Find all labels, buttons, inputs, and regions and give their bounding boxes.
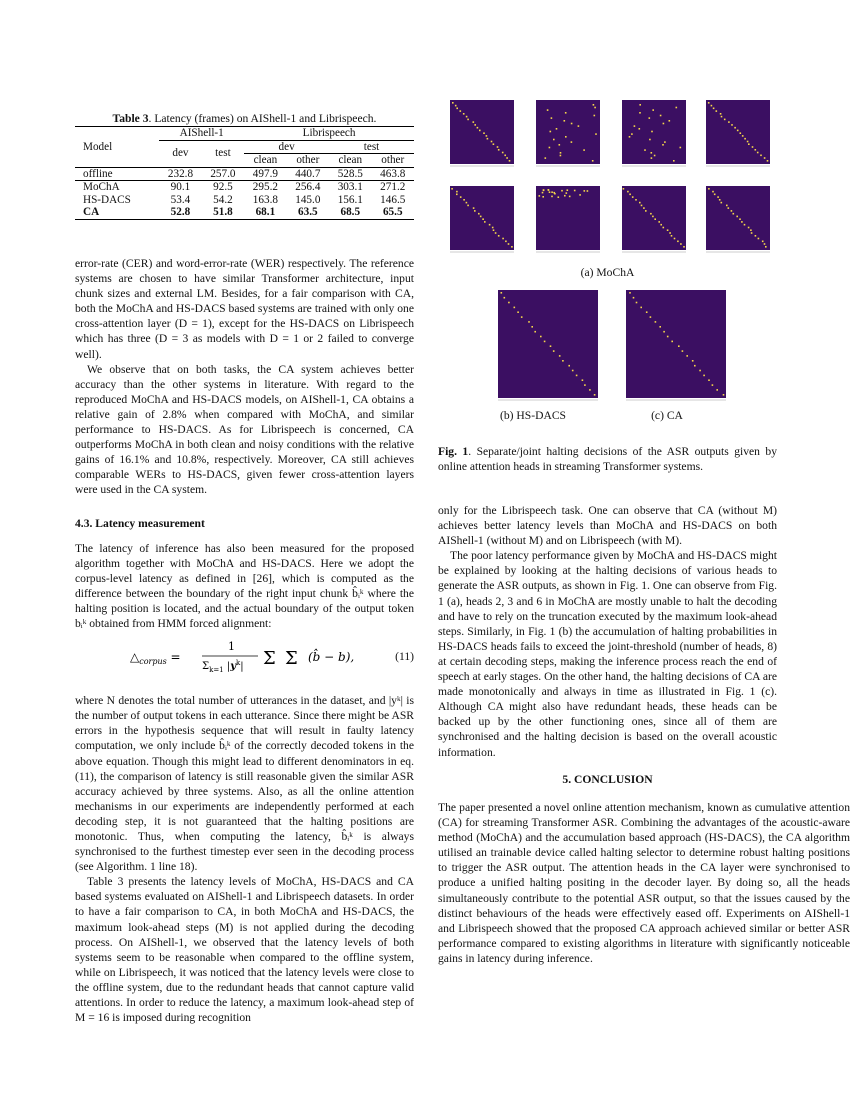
halting-point (748, 227, 750, 229)
paragraph: The paper presented a novel online attention mechanism, known as cumulative attention (CA) for streaming Transformer ASR. Combining the advantages of the acoustic-aware method (MoChA) and the accumulation based approach (HS-DACS), the CA algorithm utilised an trainable device called halting selector to determine robust halting positions to trigger the ASR output. The attention heads in the CA layer were synchronised to produce a unified halting positing in the decoder layer. By doing so, all the heads simultaneously contribute to the potential ASR output, so that the issues caused by the distinct behaviours of the heads were effectively eased off. Experiments on AIShell-1 and Librispeech showed that the proposed CA approach achieved similar or better ASR performance compared to existing algorithms in literature with significantly noticeable gains in latency during inference. (438, 801, 850, 965)
halting-point (467, 205, 469, 207)
halting-point (711, 105, 713, 107)
halting-point (572, 370, 574, 372)
halting-point (692, 360, 694, 362)
halting-point (629, 136, 631, 138)
halting-point (663, 123, 665, 125)
halting-point (633, 297, 635, 299)
halting-point (721, 202, 723, 204)
halting-point (584, 190, 586, 192)
halting-point (669, 120, 671, 122)
halting-point (478, 213, 480, 215)
halting-point (579, 194, 581, 196)
halting-point (664, 141, 666, 143)
halting-point (654, 218, 656, 220)
header-clean: clean (338, 154, 363, 166)
heatmap-panel (536, 186, 600, 250)
halting-point (767, 160, 769, 162)
halting-point (569, 196, 571, 198)
header-test: test (329, 140, 414, 154)
halting-point (723, 394, 725, 396)
header-librispeech: Librispeech (244, 127, 414, 141)
halting-point (542, 192, 544, 194)
halting-point (686, 355, 688, 357)
halting-point (558, 196, 560, 198)
halting-point (571, 123, 573, 125)
halting-point (755, 235, 757, 237)
halting-point (498, 235, 500, 237)
halting-point (551, 191, 553, 193)
halting-point (487, 138, 489, 140)
halting-point (663, 227, 665, 229)
halting-point (708, 379, 710, 381)
halting-point (502, 152, 504, 154)
header-model: Model (75, 127, 159, 168)
halting-point (733, 213, 735, 215)
paragraph: The latency of inference has also been measured for the proposed algorithm together with MoChA and HS-DACS. Here we adopt the corpus-level latency as defined in [26], which is computed as the difference between the boundary of the right input chunk b̂ᵢᵏ where the halting position is located, and the actual boundary of the output token bᵢᵏ obtained from HMM forced alignment: (75, 541, 414, 631)
halting-point (451, 188, 453, 190)
header-aishell: AIShell-1 (159, 127, 244, 141)
halting-point (740, 132, 742, 134)
halting-point (540, 336, 542, 338)
halting-point (568, 365, 570, 367)
paragraph: only for the Librispeech task. One can observe that CA (without M) achieves better latency levels than MoChA and HS-DACS on both AIShell-1 (without M) and on Librispeech (with M). (438, 504, 777, 548)
halting-point (564, 195, 566, 197)
halting-point (545, 157, 547, 159)
halting-point (629, 292, 631, 294)
halting-point (466, 202, 468, 204)
figure-caption: Fig. 1. Separate/joint halting decisions of the ASR outputs given by online attention heads in streaming Transformer systems. (438, 445, 777, 473)
halting-point (683, 246, 685, 248)
header-dev: dev (244, 140, 329, 154)
halting-point (484, 221, 486, 223)
halting-point (506, 157, 508, 159)
halting-point (456, 191, 458, 193)
halting-point (726, 205, 728, 207)
subfigure-caption-a: (a) MoChA (580, 266, 635, 279)
paragraph: Table 3 presents the latency levels of MoChA, HS-DACS and CA based systems evaluated on AIShell-1 and Librispeech datasets. In order to have a fair comparison to CA, in both MoChA and HS-DACS, the maximum look-ahead steps (M) is not applied during the decoding process. On AIShell-1, we observed that the latency levels of both systems seem to be reasonable when compared to the offline system, while on Librispeech, it was noticed that the latency levels were close to the offline system, due to the redundant heads that cannot capture valid attentions. In order to reduce the latency, a maximum look-ahead step of M = 16 is imposed during recognition (75, 875, 414, 1025)
heatmap-panel (498, 290, 598, 398)
halting-point (477, 127, 479, 129)
equation-11 (130, 638, 414, 676)
heatmap-panel (450, 186, 514, 250)
header-test: test (215, 147, 231, 160)
halting-point (645, 210, 647, 212)
halting-point (559, 355, 561, 357)
halting-point (660, 115, 662, 117)
halting-point (678, 345, 680, 347)
halting-point (528, 321, 530, 323)
halting-point (662, 144, 664, 146)
halting-point (750, 229, 752, 231)
halting-point (674, 238, 676, 240)
halting-point (644, 149, 646, 151)
subfigure-caption-c: (c) CA (651, 409, 683, 422)
equation-number: (11) (395, 650, 414, 663)
halting-point (651, 152, 653, 154)
svg-text:1: 1 (228, 640, 235, 653)
halting-point (708, 102, 710, 104)
halting-point (480, 216, 482, 218)
halting-point (592, 160, 594, 162)
halting-point (571, 141, 573, 143)
halting-point (539, 195, 541, 197)
halting-point (482, 218, 484, 220)
halting-point (651, 157, 653, 159)
halting-point (492, 227, 494, 229)
halting-point (565, 112, 567, 114)
halting-point (739, 218, 741, 220)
halting-point (508, 302, 510, 304)
halting-point (764, 243, 766, 245)
halting-point (632, 196, 634, 198)
halting-point (682, 350, 684, 352)
halting-point (635, 199, 637, 201)
halting-point (680, 147, 682, 149)
section-heading: 4.3. Latency measurement (75, 516, 205, 530)
halting-point (719, 199, 721, 201)
halting-point (495, 232, 497, 234)
halting-point (744, 224, 746, 226)
halting-point (660, 224, 662, 226)
table-row: HS-DACS 53.4 54.2 163.8 145.0 156.1 146.5 (83, 193, 406, 206)
halting-point (511, 246, 513, 248)
paragraph: We observe that on both tasks, the CA system achieves better accuracy than the other systems in literature. With regard to the reproduced MoChA and HS-DACS models, on AIShell-1, CA obtains a relative gain of 2.8% when compared with MoChA, and similar performance to HS-DACS. As for Librispeech is concerned, CA outperforms MoChA in both clean and noisy conditions with the relative gains of 16.1% and 10.8%, respectively. Moreover, CA still achieves comparable WERs to HS-DACS, given fewer cross-attention layers were used in the CA system. (75, 362, 414, 497)
halting-point (544, 341, 546, 343)
halting-point (553, 192, 555, 194)
halting-point (531, 326, 533, 328)
halting-point (717, 196, 719, 198)
halting-point (456, 194, 458, 196)
halting-point (583, 149, 585, 151)
halting-point (673, 160, 675, 162)
halting-point (741, 221, 743, 223)
halting-point (549, 191, 551, 193)
halting-point (721, 116, 723, 118)
halting-point (466, 116, 468, 118)
conclusion-text (438, 800, 850, 966)
halting-point (553, 139, 555, 141)
halting-point (491, 141, 493, 143)
halting-point (509, 160, 511, 162)
header-dev: dev (172, 147, 189, 160)
halting-point (639, 104, 641, 106)
latency-table (75, 126, 414, 220)
halting-point (646, 311, 648, 313)
paragraph: The poor latency performance given by MoChA and HS-DACS might be explained by looking at the halting decisions of various heads to generate the ASR outputs, as shown in Fig. 1. One can observe from Fig. 1 (a), heads 2, 3 and 6 in MoChA are mostly unable to halt the decoding and have to rely on the truncation executed by the maximum look-ahead steps. Similarly, in Fig. 1 (b) the accumulation of halting probabilities in HS-DACS heads fails to exceed the joint-threshold (number of heads, 8) at certain decoding steps, making the inference process reach the end of speech at early stages. On the other hand, the halting decisions of CA are made monotonically and always in time as illustrated in Fig. 1 (c). Although CA might also have redundant heads, these heads can be backed up by the other functioning ones, since all of them are synchronised and the halting decision is based on the overall acoustic information. (438, 549, 777, 759)
heatmap-panel (622, 186, 686, 250)
halting-point (551, 196, 553, 198)
svg-text:Σ: Σ (263, 648, 276, 669)
halting-point (593, 104, 595, 106)
halting-point (649, 117, 651, 119)
halting-point (641, 205, 643, 207)
halting-point (714, 194, 716, 196)
halting-point (649, 139, 651, 141)
halting-point (728, 207, 730, 209)
halting-point (748, 143, 750, 145)
header-other: other (296, 154, 320, 166)
halting-point (594, 394, 596, 396)
paragraph: where N denotes the total number of utterances in the dataset, and |yᵏ| is the number of output tokens in each utterance. Since there might be ASR errors in the hypothesis sequence that will result in faulty latency computation, we only include b̂ᵢᵏ of the correctly decoded tokens in the above equation. Though this might lead to different denominators in eq. (11), the comparison of latency is still reasonable given the similar ASR accuracy achieved by three systems. Also, as all the online attention mechanisms in our experiments are independently performed at each decoding step, it is not guaranteed that the halting positions are monotonic. Thus, when computing the latency, b̂ᵢᵏ is always synchronised to the furthest timestep ever seen in the decoding process (see Algorithm. 1 line 18). (75, 694, 414, 874)
halting-point (521, 316, 523, 318)
halting-point (736, 216, 738, 218)
halting-point (667, 336, 669, 338)
halting-point (498, 149, 500, 151)
halting-point (734, 127, 736, 129)
header-other: other (381, 154, 405, 166)
halting-point (561, 190, 563, 192)
halting-point (489, 224, 491, 226)
halting-point (623, 188, 625, 190)
halting-point (694, 365, 696, 367)
halting-point (576, 375, 578, 377)
halting-point (560, 152, 562, 154)
halting-point (551, 117, 553, 119)
halting-point (652, 109, 654, 111)
svg-text:Σk=1 |yk|: $\Sigma_{k=1}$ $|y^k|$ (202, 659, 244, 674)
halting-point (508, 243, 510, 245)
halting-point (755, 149, 757, 151)
halting-point (728, 121, 730, 123)
halting-point (639, 128, 641, 130)
equation-formula (130, 638, 360, 678)
halting-point (479, 130, 481, 132)
halting-point (760, 155, 762, 157)
halting-point (650, 213, 652, 215)
halting-point (594, 115, 596, 117)
halting-point (677, 241, 679, 243)
section-heading: 5. CONCLUSION (562, 773, 653, 786)
halting-point (631, 133, 633, 135)
heatmap-panel (450, 100, 514, 164)
halting-point (587, 190, 589, 192)
halting-point (550, 131, 552, 133)
halting-point (547, 109, 549, 111)
halting-point (578, 125, 580, 127)
halting-point (643, 207, 645, 209)
svg-text:Σ: Σ (285, 648, 298, 669)
halting-point (762, 241, 764, 243)
table-row: offline 232.8 257.0 497.9 440.7 528.5 463.8 (75, 167, 414, 181)
halting-point (584, 384, 586, 386)
halting-point (502, 238, 504, 240)
halting-point (463, 113, 465, 115)
table-caption: Table 3. Latency (frames) on AIShell-1 and Librispeech. (112, 112, 377, 125)
halting-point (680, 243, 682, 245)
halting-point (565, 136, 567, 138)
halting-point (716, 389, 718, 391)
halting-point (639, 202, 641, 204)
halting-point (671, 341, 673, 343)
halting-point (751, 232, 753, 234)
figure-1-heatmaps (438, 96, 778, 426)
halting-point (534, 331, 536, 333)
halting-point (594, 107, 596, 109)
halting-point (671, 235, 673, 237)
halting-point (504, 297, 506, 299)
halting-point (589, 389, 591, 391)
svg-text:(b̂ − b),: (b̂ − b), (308, 650, 355, 664)
halting-point (744, 138, 746, 140)
heatmap-panel (706, 100, 770, 164)
halting-point (652, 216, 654, 218)
table-row: MoChA 90.1 92.5 295.2 256.4 303.1 271.2 (75, 181, 414, 194)
right-column (438, 503, 777, 760)
halting-point (634, 125, 636, 127)
halting-point (731, 124, 733, 126)
halting-point (737, 130, 739, 132)
halting-point (550, 345, 552, 347)
halting-point (676, 107, 678, 109)
paragraph: error-rate (CER) and word-error-rate (WER) respectively. The reference systems are chosen to have similar Transformer architecture, input chunk sizes and external LM. Besides, for a fair comparison with CA, both the MoChA and HS-DACS based systems are trained with only one cross-attention layer (D = 1), except for the HS-DACS on Librispeech which has three (D = 3 as models with D = 1 or 2 failed to converge well). (75, 257, 414, 361)
halting-point (543, 190, 545, 192)
halting-point (556, 128, 558, 130)
halting-point (651, 131, 653, 133)
halting-point (716, 110, 718, 112)
halting-point (467, 119, 469, 121)
halting-point (658, 221, 660, 223)
halting-point (493, 229, 495, 231)
halting-point (483, 132, 485, 134)
table-row: CA 52.8 51.8 68.1 63.5 68.5 65.5 (75, 206, 414, 219)
halting-point (627, 191, 629, 193)
halting-point (764, 157, 766, 159)
halting-point (514, 307, 516, 309)
heatmap-panel (536, 100, 600, 164)
halting-point (724, 119, 726, 121)
halting-point (473, 207, 475, 209)
halting-point (720, 113, 722, 115)
halting-point (493, 143, 495, 145)
halting-point (712, 384, 714, 386)
halting-point (504, 155, 506, 157)
halting-point (567, 189, 569, 191)
halting-point (559, 144, 561, 146)
halting-point (501, 292, 503, 294)
halting-point (650, 316, 652, 318)
halting-point (765, 246, 767, 248)
halting-point (595, 133, 597, 135)
halting-point (549, 147, 551, 149)
halting-point (747, 141, 749, 143)
halting-point (659, 326, 661, 328)
halting-point (699, 370, 701, 372)
halting-point (669, 232, 671, 234)
halting-point (456, 108, 458, 110)
halting-point (505, 241, 507, 243)
halting-point (517, 311, 519, 313)
halting-point (474, 124, 476, 126)
halting-point (655, 321, 657, 323)
halting-point (497, 146, 499, 148)
halting-point (460, 110, 462, 112)
subfigure-caption-b: (b) HS-DACS (499, 409, 567, 422)
svg-text:△corpus =: $\triangle_{corpus}$ = (130, 650, 181, 666)
halting-point (473, 121, 475, 123)
header-clean: clean (253, 154, 278, 166)
halting-point (562, 360, 564, 362)
halting-point (548, 189, 550, 191)
halting-point (452, 102, 454, 104)
halting-point (742, 135, 744, 137)
halting-point (640, 307, 642, 309)
halting-point (463, 199, 465, 201)
halting-point (564, 120, 566, 122)
halting-point (713, 108, 715, 110)
halting-point (636, 302, 638, 304)
halting-point (731, 210, 733, 212)
halting-point (703, 375, 705, 377)
halting-point (663, 331, 665, 333)
halting-point (460, 196, 462, 198)
halting-point (553, 350, 555, 352)
halting-point (654, 155, 656, 157)
halting-point (758, 238, 760, 240)
halting-point (639, 112, 641, 114)
halting-point (455, 105, 457, 107)
heatmap-panel (626, 290, 726, 398)
halting-point (708, 188, 710, 190)
halting-point (752, 146, 754, 148)
halting-point (474, 210, 476, 212)
halting-point (574, 190, 576, 192)
halting-point (560, 155, 562, 157)
heatmap-panel (706, 186, 770, 250)
halting-point (757, 152, 759, 154)
halting-point (712, 191, 714, 193)
halting-point (667, 229, 669, 231)
halting-point (542, 196, 544, 198)
halting-point (486, 135, 488, 137)
halting-point (566, 192, 568, 194)
halting-point (629, 194, 631, 196)
halting-point (582, 379, 584, 381)
